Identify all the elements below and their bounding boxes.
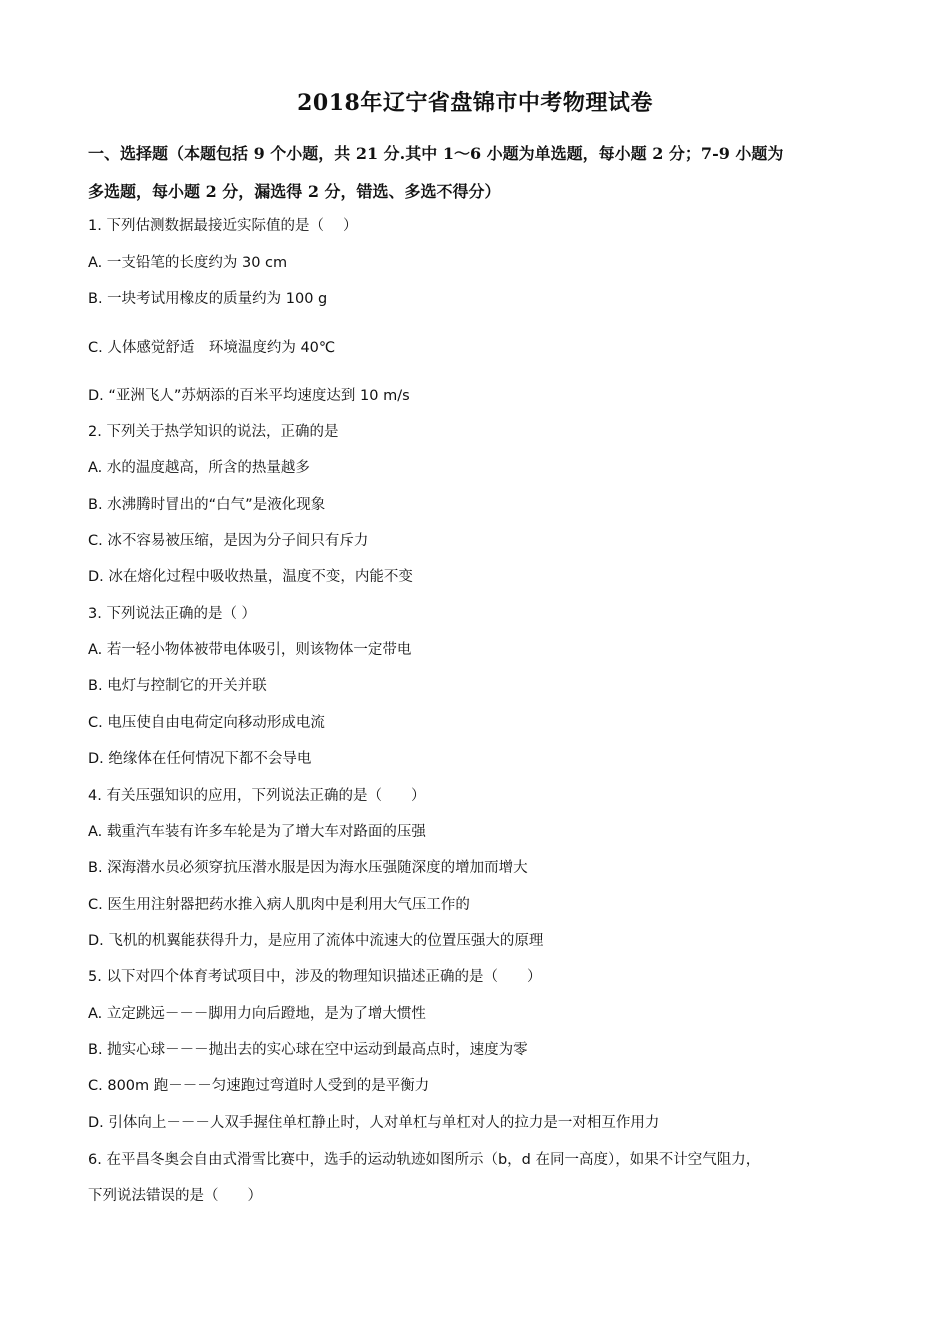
question-2-option-c: C. 冰不容易被压缩，是因为分子间只有斥力	[88, 533, 369, 549]
question-4-stem: 4. 有关压强知识的应用，下列说法正确的是（ ）	[88, 788, 426, 804]
question-2-stem: 2. 下列关于热学知识的说法，正确的是	[88, 424, 339, 440]
question-5-option-b: B. 抛实心球－－－抛出去的实心球在空中运动到最高点时，速度为零	[88, 1042, 528, 1058]
question-5-stem: 5. 以下对四个体育考试项目中，涉及的物理知识描述正确的是（ ）	[88, 969, 542, 985]
question-5-option-a: A. 立定跳远－－－脚用力向后蹬地，是为了增大惯性	[88, 1006, 426, 1022]
question-3-stem: 3. 下列说法正确的是（ ）	[88, 606, 257, 622]
question-4-option-d: D. 飞机的机翼能获得升力，是应用了流体中流速大的位置压强大的原理	[88, 933, 544, 949]
question-1-stem: 1. 下列估测数据最接近实际值的是（ ）	[88, 218, 358, 234]
question-4-option-b: B. 深海潜水员必须穿抗压潜水服是因为海水压强随深度的增加而增大	[88, 860, 528, 876]
question-5-option-c: C. 800m 跑－－－匀速跑过弯道时人受到的是平衡力	[88, 1078, 430, 1094]
question-3-option-d: D. 绝缘体在任何情况下都不会导电	[88, 751, 312, 767]
question-4-option-a: A. 载重汽车装有许多车轮是为了增大车对路面的压强	[88, 824, 426, 840]
question-6-stem: 6. 在平昌冬奥会自由式滑雪比赛中，选手的运动轨迹如图所示（b，d 在同一高度），如果不计空气阻力，	[88, 1152, 761, 1168]
page-title: 2018年辽宁省盘锦市中考物理试卷	[297, 90, 653, 116]
question-2-option-a: A. 水的温度越高，所含的热量越多	[88, 460, 310, 476]
section-heading-line-2: 多选题，每小题 2 分，漏选得 2 分，错选、多选不得分）	[88, 182, 501, 201]
question-5-option-d: D. 引体向上－－－人双手握住单杠静止时，人对单杠与单杠对人的拉力是一对相互作用力	[88, 1115, 660, 1131]
question-1-option-a: A. 一支铅笔的长度约为 30 cm	[88, 255, 288, 271]
section-heading-line-1: 一、选择题（本题包括 9 个小题，共 21 分.其中 1～6 小题为单选题，每小题 2 分；7-9 小题为	[88, 144, 784, 163]
question-2-option-d: D. 冰在熔化过程中吸收热量，温度不变，内能不变	[88, 569, 413, 585]
question-4-option-c: C. 医生用注射器把药水推入病人肌肉中是利用大气压工作的	[88, 897, 470, 913]
question-3-option-b: B. 电灯与控制它的开关并联	[88, 678, 267, 694]
question-6-stem-continued: 下列说法错误的是（ ）	[88, 1188, 262, 1204]
question-3-option-c: C. 电压使自由电荷定向移动形成电流	[88, 715, 325, 731]
question-1-option-c: C. 人体感觉舒适 环境温度约为 40℃	[88, 340, 336, 356]
question-1-option-d: D. “亚洲飞人”苏炳添的百米平均速度达到 10 m/s	[88, 388, 410, 404]
question-2-option-b: B. 水沸腾时冒出的“白气”是液化现象	[88, 497, 326, 513]
question-1-option-b: B. 一块考试用橡皮的质量约为 100 g	[88, 291, 328, 307]
question-3-option-a: A. 若一轻小物体被带电体吸引，则该物体一定带电	[88, 642, 412, 658]
